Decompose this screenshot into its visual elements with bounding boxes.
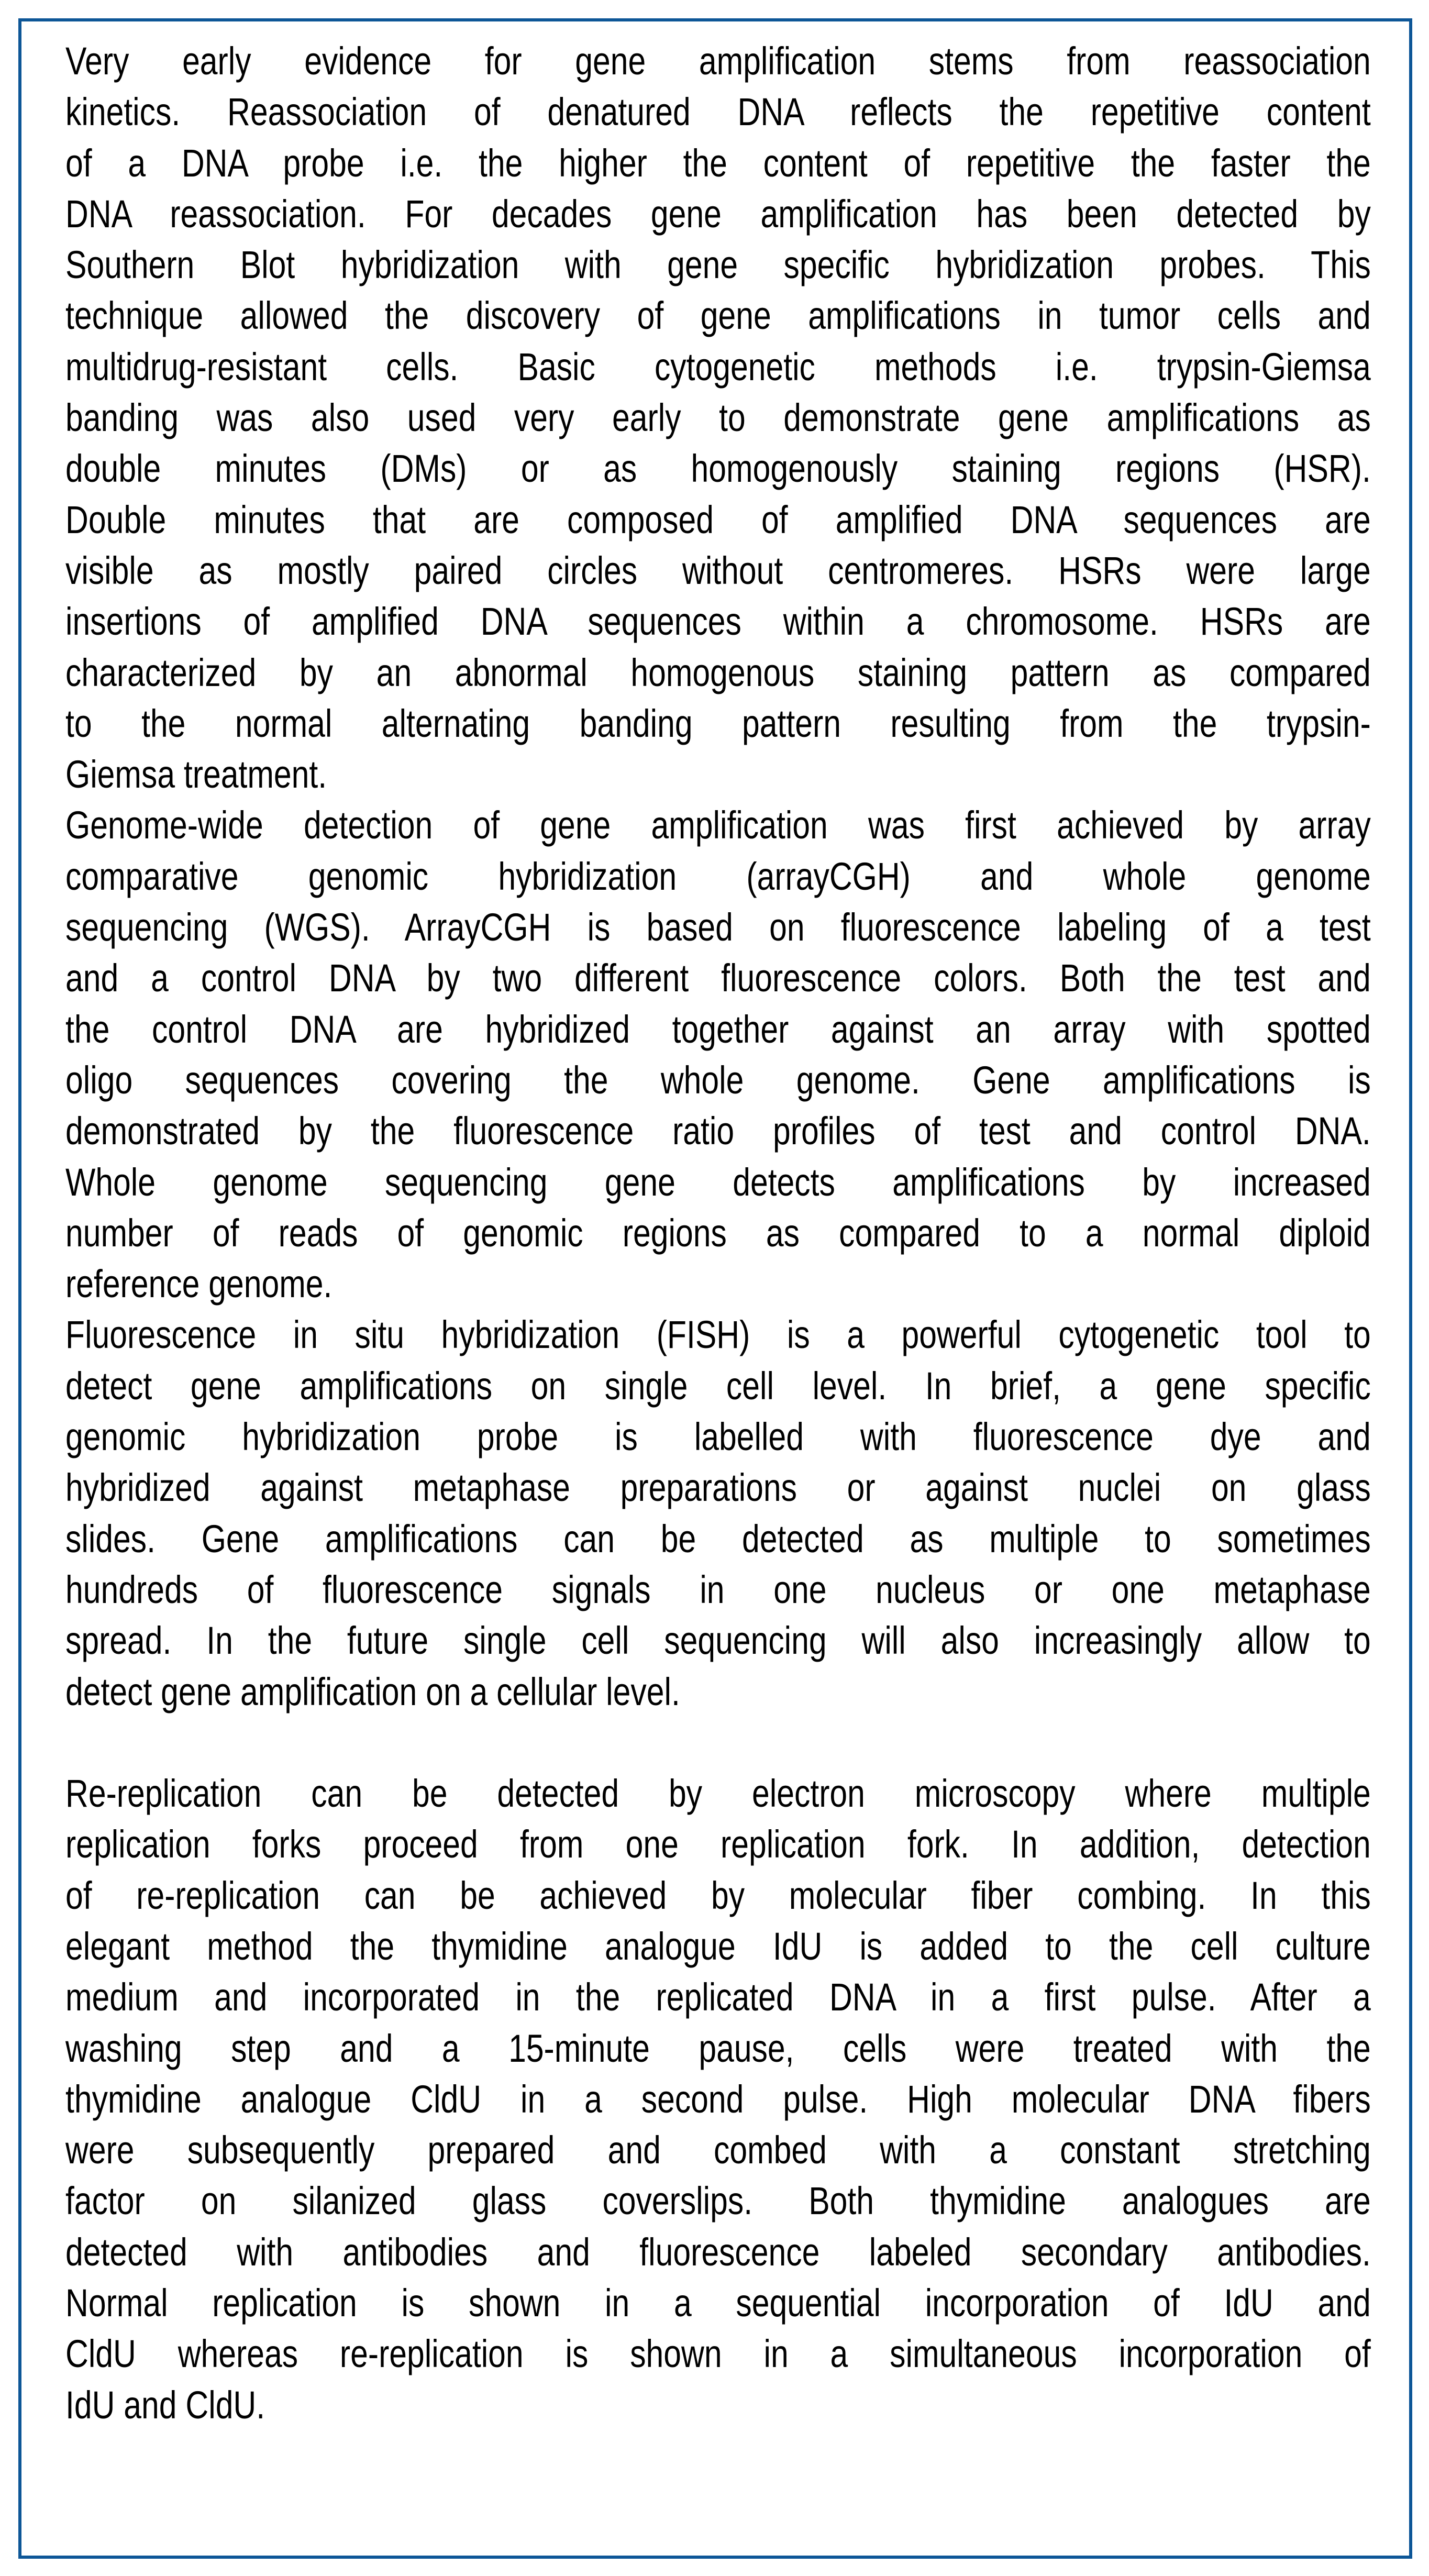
paragraph-reassociation-cytogenetics bbox=[65, 36, 1370, 800]
text-line: sequencing (WGS). ArrayCGH is based on fluorescence labeling of a test bbox=[65, 905, 1371, 949]
text-line: number of reads of genomic regions as compared to a normal diploid bbox=[65, 1211, 1371, 1255]
text-line: washing step and a 15-minute pause, cells were treated with the bbox=[65, 2026, 1371, 2070]
paragraph-fish bbox=[65, 1309, 1370, 1717]
text-line: Re-replication can be detected by electron microscopy where multiple bbox=[65, 1772, 1371, 1816]
text-line: insertions of amplified DNA sequences within a chromosome. HSRs are bbox=[65, 600, 1371, 644]
text-line: kinetics. Reassociation of denatured DNA reflects the repetitive content bbox=[65, 90, 1371, 134]
text-line: factor on silanized glass coverslips. Both thymidine analogues are bbox=[65, 2179, 1371, 2223]
text-line: hybridized against metaphase preparations or against nuclei on glass bbox=[65, 1466, 1371, 1510]
text-line: reference genome. bbox=[65, 1262, 333, 1306]
text-line: genomic hybridization probe is labelled with fluorescence dye and bbox=[65, 1415, 1371, 1459]
text-line: replication forks proceed from one replication fork. In addition, detection bbox=[65, 1822, 1371, 1866]
text-line: hundreds of fluorescence signals in one nucleus or one metaphase bbox=[65, 1567, 1371, 1611]
text-line: and a control DNA by two different fluorescence colors. Both the test and bbox=[65, 956, 1371, 1000]
text-line: technique allowed the discovery of gene amplifications in tumor cells and bbox=[65, 294, 1371, 338]
text-line: double minutes (DMs) or as homogenously staining regions (HSR). bbox=[65, 447, 1371, 491]
text-line: comparative genomic hybridization (arrayCGH) and whole genome bbox=[65, 854, 1371, 898]
text-line: of re-replication can be achieved by molecular fiber combing. In this bbox=[65, 1873, 1371, 1917]
text-line: detect gene amplifications on single cell level. In brief, a gene specific bbox=[65, 1364, 1371, 1408]
text-line: of a DNA probe i.e. the higher the content of repetitive the faster the bbox=[65, 141, 1371, 185]
text-line: DNA reassociation. For decades gene amplification has been detected by bbox=[65, 192, 1371, 236]
text-line: Whole genome sequencing gene detects amplifications by increased bbox=[65, 1160, 1371, 1204]
text-line: medium and incorporated in the replicated DNA in a first pulse. After a bbox=[65, 1975, 1371, 2019]
document-body bbox=[65, 36, 1370, 2430]
text-line: Very early evidence for gene amplification stems from reassociation bbox=[65, 39, 1371, 83]
text-line: spread. In the future single cell sequencing will also increasingly allow to bbox=[65, 1619, 1371, 1663]
text-line: the control DNA are hybridized together against an array with spotted bbox=[65, 1007, 1371, 1051]
paragraph-genome-wide-detection bbox=[65, 800, 1370, 1309]
text-line: Fluorescence in situ hybridization (FISH) is a powerful cytogenetic tool to bbox=[65, 1313, 1371, 1357]
text-line: CldU whereas re-replication is shown in a simultaneous incorporation of bbox=[65, 2332, 1371, 2376]
text-line: Genome-wide detection of gene amplification was first achieved by array bbox=[65, 803, 1371, 847]
text-line: were subsequently prepared and combed with a constant stretching bbox=[65, 2128, 1371, 2172]
text-line: demonstrated by the fluorescence ratio profiles of test and control DNA. bbox=[65, 1109, 1371, 1153]
paragraph-spacer bbox=[65, 1717, 1370, 1768]
text-line: IdU and CldU. bbox=[65, 2383, 265, 2427]
text-line: Normal replication is shown in a sequential incorporation of IdU and bbox=[65, 2281, 1371, 2325]
text-line: banding was also used very early to demonstrate gene amplifications as bbox=[65, 396, 1371, 440]
text-line: slides. Gene amplifications can be detected as multiple to sometimes bbox=[65, 1517, 1371, 1561]
text-line: detect gene amplification on a cellular level. bbox=[65, 1670, 680, 1713]
text-line: detected with antibodies and fluorescence labeled secondary antibodies. bbox=[65, 2230, 1371, 2274]
text-line: Giemsa treatment. bbox=[65, 753, 327, 797]
text-line: multidrug-resistant cells. Basic cytogenetic methods i.e. trypsin-Giemsa bbox=[65, 345, 1371, 389]
paragraph-re-replication bbox=[65, 1768, 1370, 2430]
text-line: elegant method the thymidine analogue IdU is added to the cell culture bbox=[65, 1924, 1371, 1968]
text-line: thymidine analogue CldU in a second pulse. High molecular DNA fibers bbox=[65, 2077, 1371, 2121]
text-line: to the normal alternating banding pattern resulting from the trypsin- bbox=[65, 701, 1371, 745]
text-line: Double minutes that are composed of amplified DNA sequences are bbox=[65, 497, 1371, 541]
text-line: characterized by an abnormal homogenous staining pattern as compared bbox=[65, 650, 1371, 694]
text-line: Southern Blot hybridization with gene specific hybridization probes. This bbox=[65, 243, 1371, 287]
text-line: oligo sequences covering the whole genome. Gene amplifications is bbox=[65, 1058, 1371, 1102]
text-line: visible as mostly paired circles without centromeres. HSRs were large bbox=[65, 548, 1371, 592]
